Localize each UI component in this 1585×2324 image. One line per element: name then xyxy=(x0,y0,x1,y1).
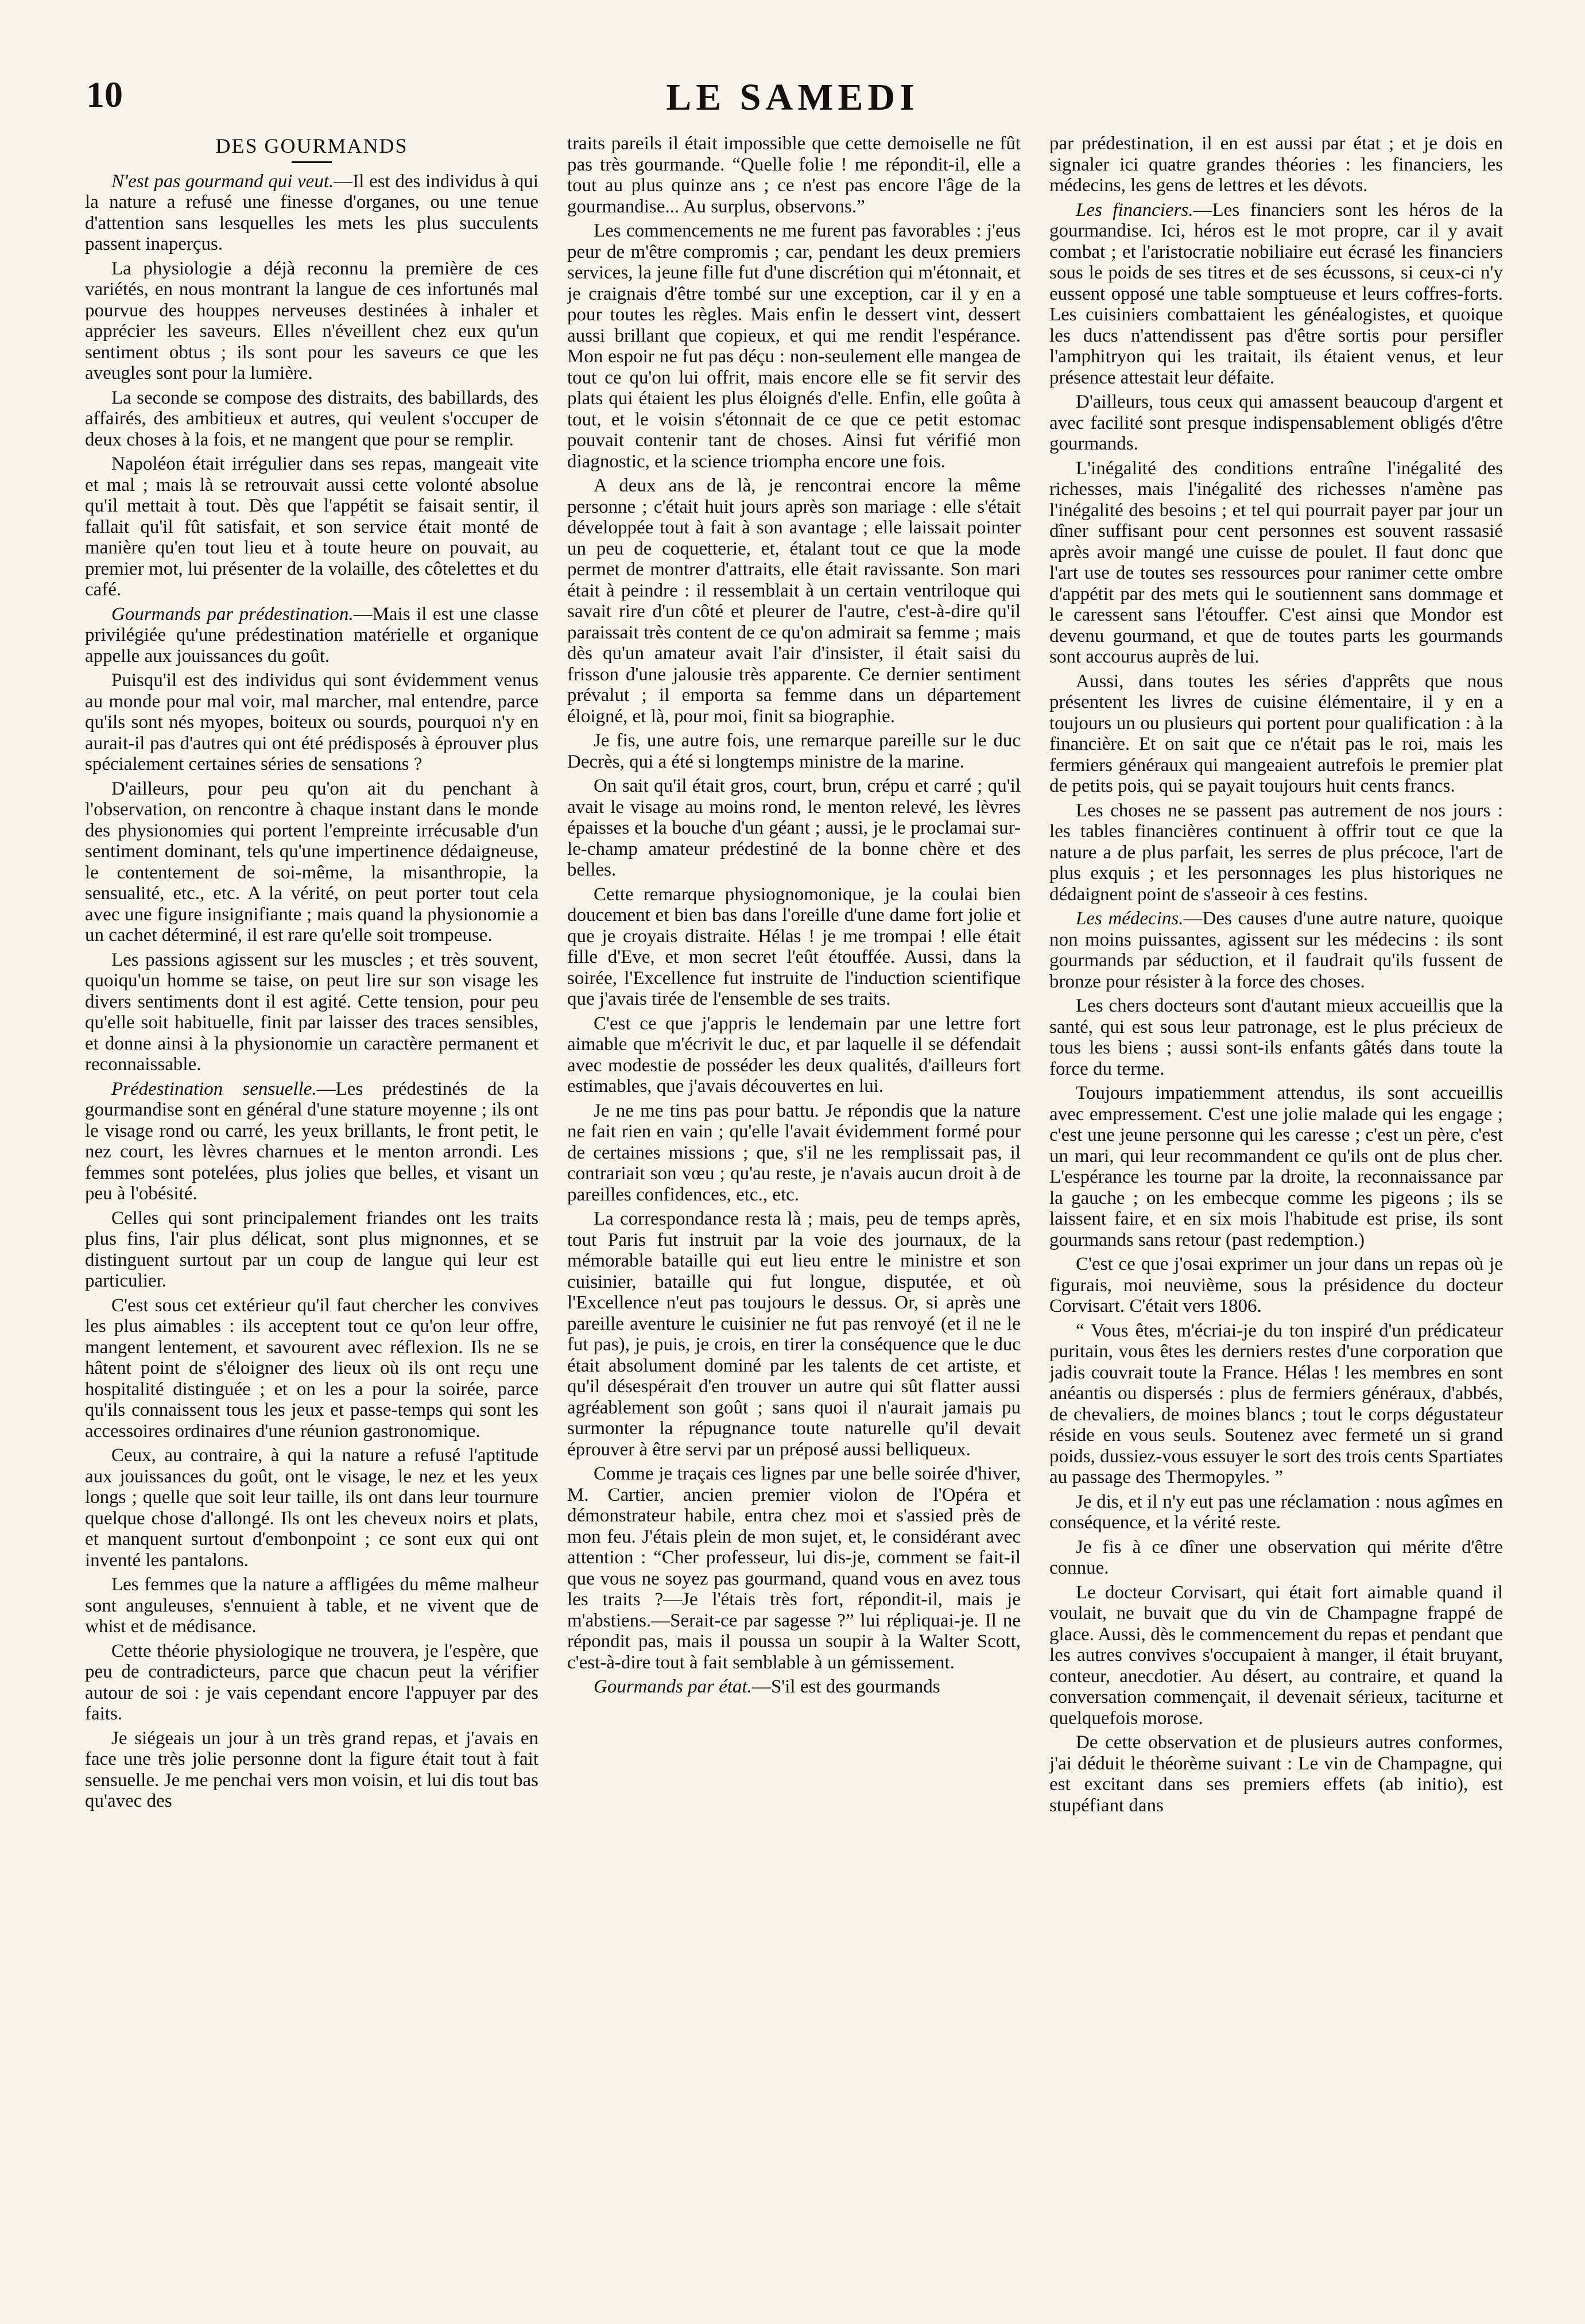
paragraph xyxy=(1049,996,1503,1079)
paragraph xyxy=(85,1295,538,1442)
paragraph-lead: Les médecins. xyxy=(1076,908,1184,929)
paragraph xyxy=(85,171,538,255)
paragraph-text: —S'il est des gourmands xyxy=(751,1676,940,1697)
paragraph-text: La seconde se compose des distraits, des babillards, des affairés, des ambitieux et autres, qui veulent s'occuper de deux choses à la fois, et ne mangent que pour se remplir. xyxy=(85,387,538,450)
paragraph-text: Celles qui sont principalement friandes ont les traits plus fins, l'air plus délicat, sont plus mignonnes, et se distinguent surtout par un coup de langue qui leur est particulier. xyxy=(85,1207,538,1291)
column-3 xyxy=(1049,133,1503,2298)
paragraph-text: —Les financiers sont les héros de la gourmandise. Ici, héros est le mot propre, car il y avait combat ; et l'aristocratie nobiliaire eut écrasé les financiers sous le poids de ses titres et de ses écussons, si ceux-ci n'y eussent opposé une table somptueuse et leurs coffres-forts. Les cuisiniers combattaient les généalogistes, et quoique les ducs n'attendissent pas d'être sortis pour persifler l'amphitryon qui les traitait, ils étaient venus, et leur présence attestait leur défaite. xyxy=(1049,199,1503,388)
paragraph-text: Les choses ne se passent pas autrement de nos jours : les tables financières continuent à offrir tout ce que la nature a de plus parfait, les serres de plus précoce, l'art de plus exquis ; et les personnages les plus historiques ne dédaignent point de s'asseoir à ces festins. xyxy=(1049,800,1503,905)
paragraph xyxy=(1049,908,1503,992)
paragraph-text: Je dis, et il n'y eut pas une réclamation : nous agîmes en conséquence, et la vérité reste. xyxy=(1049,1491,1503,1533)
paragraph xyxy=(567,220,1021,472)
paragraph xyxy=(1049,1320,1503,1488)
paragraph-text: C'est ce que j'appris le lendemain par une lettre fort aimable que m'écrivit le duc, et par laquelle il se défendait avec modestie de posséder les deux qualités, d'ailleurs fort estimables, que j'avais découvertes en lui. xyxy=(567,1013,1021,1097)
paragraph xyxy=(85,1208,538,1292)
paragraph-text: De cette observation et de plusieurs autres conformes, j'ai déduit le théorème suivant : Le vin de Champagne, qui est excitant dans ses premiers effets (ab initio), est stupéfiant dans xyxy=(1049,1732,1503,1816)
paragraph xyxy=(1049,1083,1503,1250)
paragraph xyxy=(85,258,538,384)
paragraph-text: Napoléon était irrégulier dans ses repas, mangeait vite et mal ; mais là se retrouvait aussi cette volonté absolue qu'il mettait à tout. Dès que l'appétit se faisait sentir, il fallait qu'il fût satisfait, et son service était monté de manière qu'en tout lieu et à toute heure on pouvait, au premier mot, lui présenter de la volaille, des côtelettes et du café. xyxy=(85,454,538,600)
paragraph-lead: Gourmands par prédestination. xyxy=(111,603,354,625)
paragraph-text: —Les prédestinés de la gourmandise sont en général d'une stature moyenne ; ils ont le visage rond ou carré, les yeux brillants, le front petit, le nez court, les lèvres charnues et le menton arrondi. Les femmes sont potelées, plus jolies que belles, et visant un peu à l'obésité. xyxy=(85,1078,538,1204)
paragraph xyxy=(1049,671,1503,797)
paragraph xyxy=(85,604,538,667)
title-rule xyxy=(292,161,332,163)
paragraph-text: Je siégeais un jour à un très grand repas, et j'avais en face une très jolie personne dont la figure était tout à fait sensuelle. Je me penchai vers mon voisin, et lui dis tout bas qu'avec des xyxy=(85,1727,538,1811)
paragraph-text: “ Vous êtes, m'écriai-je du ton inspiré d'un prédicateur puritain, vous êtes les derniers restes d'une corporation que jadis couvrait toute la France. Hélas ! les membres en sont anéantis ou dispersés : plus de fermiers généraux, d'abbés, de chevaliers, de moines blancs ; tout le corps dégustateur réside en vous seuls. Soutenez avec fermeté un si grand poids, dussiez-vous essuyer le sort des trois cents Spartiates au passage des Thermopyles. ” xyxy=(1049,1320,1503,1488)
paragraph xyxy=(1049,392,1503,455)
paragraph-text: A deux ans de là, je rencontrai encore la même personne ; c'était huit jours après son mariage : elle s'était développée tout à fait à son avantage ; elle laissait pointer un peu de coquetterie, et, étalant tout ce que la mode permet de montrer d'attraits, elle était ravissante. Son mari était à peindre : il ressemblait à un certain ventriloque qui savait rire d'un côté et pleurer de l'autre, c'est-à-dire qu'il paraissait très content de ce qu'on admirait sa femme ; mais dès qu'un amateur avait l'air d'insister, il était saisi du frisson d'une jalousie très apparente. Ce dernier sentiment prévalut ; il emporta sa femme dans un département éloigné, et là, pour moi, finit sa biographie. xyxy=(567,475,1021,727)
paragraph-text: Comme je traçais ces lignes par une belle soirée d'hiver, M. Cartier, ancien premier violon de l'Opéra et démonstrateur habile, entra chez moi et s'assied près de mon feu. J'étais plein de mon sujet, et, le considérant avec attention : “Cher professeur, lui dis-je, comment se fait-il que vous ne soyez pas gourmand, quand vous en avez tous les traits ?—Je l'étais très fort, répondit-il, mais je m'abstiens.—Serait-ce par sagesse ?” lui répliquai-je. Il ne répondit pas, mais il poussa un soupir à la Walter Scott, c'est-à-dire tout à fait semblable à un gémissement. xyxy=(567,1463,1021,1673)
paragraph-text: Ceux, au contraire, à qui la nature a refusé l'aptitude aux jouissances du goût, ont le visage, le nez et les yeux longs ; quelle que soit leur taille, ils ont dans leur tournure quelque chose d'allongé. Ils ont les cheveux noirs et plats, et manquent surtout d'embonpoint ; ce sont eux qui ont inventé les pantalons. xyxy=(85,1445,538,1571)
paragraph xyxy=(85,454,538,601)
paragraph-text: Aussi, dans toutes les séries d'apprêts que nous présentent les livres de cuisine élémentaire, il y en a toujours un ou plusieurs qui portent pour qualification : à la financière. Et on sait que ce n'était pas le roi, mais les fermiers généraux qui mangeaient autrefois le premier plat de petits pois, qui se payait toujours huit cents francs. xyxy=(1049,671,1503,796)
paragraph-text: Je ne me tins pas pour battu. Je répondis que la nature ne fait rien en vain ; qu'elle l'avait évidemment formé pour de certaines missions ; que, s'il ne les remplissait pas, il contrariait son vœu ; qu'au reste, je n'avais aucun droit à de pareilles confidences, etc., etc. xyxy=(567,1100,1021,1205)
paragraph-text: On sait qu'il était gros, court, brun, crépu et carré ; qu'il avait le visage au moins rond, le menton relevé, les lèvres épaisses et la bouche d'un géant ; aussi, je le proclamai sur-le-champ amateur prédestiné de la bonne chère et des belles. xyxy=(567,776,1021,880)
paragraph xyxy=(85,388,538,451)
paragraph-text: Le docteur Corvisart, qui était fort aimable quand il voulait, ne buvait que du vin de Champagne frappé de glace. Aussi, dès le commencement du repas et pendant que les autres convives s'occupaient à manger, il était bruyant, conteur, anecdotier. Au désert, au contraire, et quand la conversation commençait, il devenait sérieux, taciturne et quelquefois morose. xyxy=(1049,1582,1503,1729)
paragraph xyxy=(567,1463,1021,1673)
paragraph xyxy=(1049,200,1503,389)
paragraph xyxy=(85,1445,538,1571)
paragraph-lead: Prédestination sensuelle. xyxy=(111,1078,317,1099)
paragraph xyxy=(1049,1537,1503,1579)
paragraph-text: La correspondance resta là ; mais, peu de temps après, tout Paris fut instruit par la voie des journaux, de la mémorable bataille qui eut lieu entre le ministre et son cuisinier, bataille qui fut longue, disputée, et où l'Excellence n'eut pas toujours le dessus. Or, si après une pareille aventure le cuisinier ne fut pas renvoyé (et il ne le fut pas), je puis, je crois, en tirer la conséquence que le duc était absolument dominé par les talents de cet artiste, et qu'il désespérait d'en trouver un autre qui sût flatter aussi agréablement son goût ; sans quoi il n'aurait jamais pu surmonter la répugnance toute naturelle qu'il devait éprouver à être servi par un préposé aussi belliqueux. xyxy=(567,1209,1021,1460)
paragraph xyxy=(85,1079,538,1204)
paragraph-text: traits pareils il était impossible que cette demoiselle ne fût pas très gourmande. “Quelle folie ! me répondit-il, elle a tout au plus quinze ans ; ce n'est pas encore l'âge de la gourmandise... Au surplus, observons.” xyxy=(567,133,1021,217)
paragraph-text: Les passions agissent sur les muscles ; et très souvent, quoiqu'un homme se taise, on peut lire sur son visage les divers sentiments dont il est agité. Cette tension, pour peu qu'elle soit habituelle, finit par laisser des traces sensibles, et donne ainsi à la physionomie un caractère permanent et reconnaissable. xyxy=(85,949,538,1075)
paragraph xyxy=(567,1101,1021,1206)
paragraph xyxy=(85,1728,538,1812)
paragraph xyxy=(85,1574,538,1637)
paragraph xyxy=(567,1209,1021,1460)
paragraph-text: Cette remarque physiognomonique, je la coulai bien doucement et bien bas dans l'oreille d'une dame fort jolie et que je croyais distraite. Hélas ! je me trompai ! elle était fille d'Eve, et mon secret l'eût étouffée. Aussi, dans la soirée, l'Excellence fut instruite de l'induction scientifique que j'avais tirée de l'ensemble de ses traits. xyxy=(567,884,1021,1009)
paragraph-text: par prédestination, il en est aussi par état ; et je dois en signaler ici quatre grandes théories : les financiers, les médecins, les gens de lettres et les dévots. xyxy=(1049,133,1503,196)
paragraph-text: Je fis à ce dîner une observation qui mérite d'être connue. xyxy=(1049,1536,1503,1578)
paragraph xyxy=(567,776,1021,881)
paragraph-lead: N'est pas gourmand qui veut. xyxy=(111,171,334,192)
paragraph-text: —Il est des individus à qui la nature a refusé une finesse d'organes, ou une tenue d'attention sans lesquelles les mets les plus succulents passent inaperçus. xyxy=(85,171,538,254)
paragraph xyxy=(567,730,1021,772)
paragraph xyxy=(1049,1492,1503,1533)
paragraph-text: Je fis, une autre fois, une remarque pareille sur le duc Decrès, qui a été si longtemps ministre de la marine. xyxy=(567,730,1021,772)
paragraph-text: C'est sous cet extérieur qu'il faut chercher les convives les plus aimables : ils acceptent tout ce qu'on leur offre, mangent lentement, et savourent avec réflexion. Ils ne se hâtent point de s'éloigner des lieux où ils ont reçu une hospitalité distinguée ; et on les a pour la soirée, parce qu'ils connaissent tous les jeux et passe-temps qui sont les accessoires ordinaires d'une réunion gastronomique. xyxy=(85,1295,538,1442)
paragraph-text: Les femmes que la nature a affligées du même malheur sont anguleuses, s'ennuient à table, et ne vivent que de whist et de médisance. xyxy=(85,1574,538,1637)
paragraph-text: D'ailleurs, pour peu qu'on ait du penchant à l'observation, on rencontre à chaque instant dans le monde des physionomies qui portent l'empreinte irrécusable d'un sentiment dominant, tels qu'une impertinence dédaigneuse, le contentement de soi-même, la misanthropie, la sensualité, etc., etc. A la vérité, on peut porter tout cela avec une figure insignifiante ; mais quand la physionomie a un cachet déterminé, il est rare qu'elle soit trompeuse. xyxy=(85,778,538,946)
paragraph-text: C'est ce que j'osai exprimer un jour dans un repas où je figurais, moi neuvième, sous la présidence du docteur Corvisart. C'était vers 1806. xyxy=(1049,1254,1503,1316)
paragraph xyxy=(85,1641,538,1725)
paragraph xyxy=(1049,1732,1503,1816)
paragraph-text: Puisqu'il est des individus qui sont évidemment venus au monde pour mal voir, mal marcher, mal entendre, parce qu'ils sont nés myopes, boiteux ou sourds, pourquoi n'y en aurait-il pas d'autres qui ont été prédisposés à éprouver plus spécialement certaines séries de sensations ? xyxy=(85,670,538,774)
paragraph xyxy=(567,1013,1021,1097)
paragraph xyxy=(85,778,538,946)
paragraph-lead: Gourmands par état. xyxy=(594,1676,752,1697)
paragraph xyxy=(1049,1582,1503,1729)
paragraph xyxy=(567,1676,1021,1698)
paragraph xyxy=(85,670,538,775)
paragraph-text: L'inégalité des conditions entraîne l'inégalité des richesses, mais l'inégalité des richesses n'amène pas l'inégalité des besoins ; et tel qui pourrait payer par jour un dîner suffisant pour cent personnes est souvent rassasié après avoir mangé une cuisse de poulet. Il faut donc que l'art use de toutes ses ressources pour ranimer cette ombre d'appétit par des mets qui le soutiennent sans dommage et le caressent sans l'étouffer. C'est ainsi que Mondor est devenu gourmand, et que de toutes parts les gourmands sont accourus auprès de lui. xyxy=(1049,458,1503,667)
paragraph xyxy=(1049,800,1503,905)
article-title: DES GOURMANDS xyxy=(215,134,408,157)
paragraph xyxy=(567,133,1021,217)
paragraph xyxy=(1049,458,1503,668)
masthead: LE SAMEDI xyxy=(666,76,919,118)
paragraph xyxy=(1049,133,1503,196)
paragraph xyxy=(85,950,538,1075)
paragraph-text: Les chers docteurs sont d'autant mieux accueillis que la santé, qui est sous leur patronage, est le plus précieux de tous les biens ; aussi sont-ils enfants gâtés dans toute la force du terme. xyxy=(1049,996,1503,1079)
paragraph xyxy=(567,475,1021,727)
column-2 xyxy=(567,133,1021,2298)
paragraph-text: —Mais il est une classe privilégiée qu'une prédestination matérielle et organique appelle aux jouissances du goût. xyxy=(85,603,538,667)
paragraph-text: Les commencements ne me furent pas favorables : j'eus peur de m'être compromis ; car, pendant les deux premiers services, la jeune fille fut d'une discrétion qui m'étonnait, et je craignais d'être tombé sur une exception, car il y en a pour toutes les règles. Mais enfin le dessert vint, dessert aussi brillant que copieux, et qui me rendit l'espérance. Mon espoir ne fut pas déçu : non-seulement elle mangea de tout ce qu'on lui offrit, mais encore elle se fit servir des plats qui étaient les plus éloignés d'elle. Enfin, elle goûta à tout, et le voisin s'étonnait de ce que ce petit estomac pouvait contenir tant de choses. Ainsi fut vérifié mon diagnostic, et la science triompha encore une fois. xyxy=(567,220,1021,472)
paragraph-text: Toujours impatiemment attendus, ils sont accueillis avec empressement. C'est une jolie malade qui les engage ; c'est une jeune personne qui les caresse ; c'est un père, c'est un mari, qui leur recommandent ce qu'ils ont de plus cher. L'espérance les tourne par la droite, la reconnaissance par la gauche ; on les embecque comme les pigeons ; ils se laissent faire, et en six mois l'habitude est prise, ils sont gourmands sans retour (past redemption.) xyxy=(1049,1083,1503,1250)
paragraph xyxy=(567,884,1021,1010)
paragraph xyxy=(1049,1254,1503,1317)
paragraph-text: La physiologie a déjà reconnu la première de ces variétés, en nous montrant la langue de ces infortunés mal pourvue des houppes nerveuses destinées à inhaler et apprécier les saveurs. Elles n'éveillent chez eux qu'un sentiment obtus ; ils sont pour les saveurs ce que les aveugles sont pour la lumière. xyxy=(85,258,538,384)
paragraph-lead: Les financiers. xyxy=(1076,199,1193,220)
paragraph-text: Cette théorie physiologique ne trouvera, je l'espère, que peu de contradicteurs, parce que chacun peut la vérifier autour de soi : je vais cependant encore l'appuyer par des faits. xyxy=(85,1640,538,1724)
paragraph-text: —Des causes d'une autre nature, quoique non moins puissantes, agissent sur les médecins : ils sont gourmands par séduction, et il faudrait qu'ils fussent de bronze pour résister à la force des choses. xyxy=(1049,908,1503,992)
article-columns xyxy=(85,133,1503,2298)
paragraph-text: D'ailleurs, tous ceux qui amassent beaucoup d'argent et avec facilité sont presque indispensablement obligés d'être gourmands. xyxy=(1049,392,1503,454)
page-number: 10 xyxy=(86,74,123,115)
column-1 xyxy=(85,133,538,2298)
